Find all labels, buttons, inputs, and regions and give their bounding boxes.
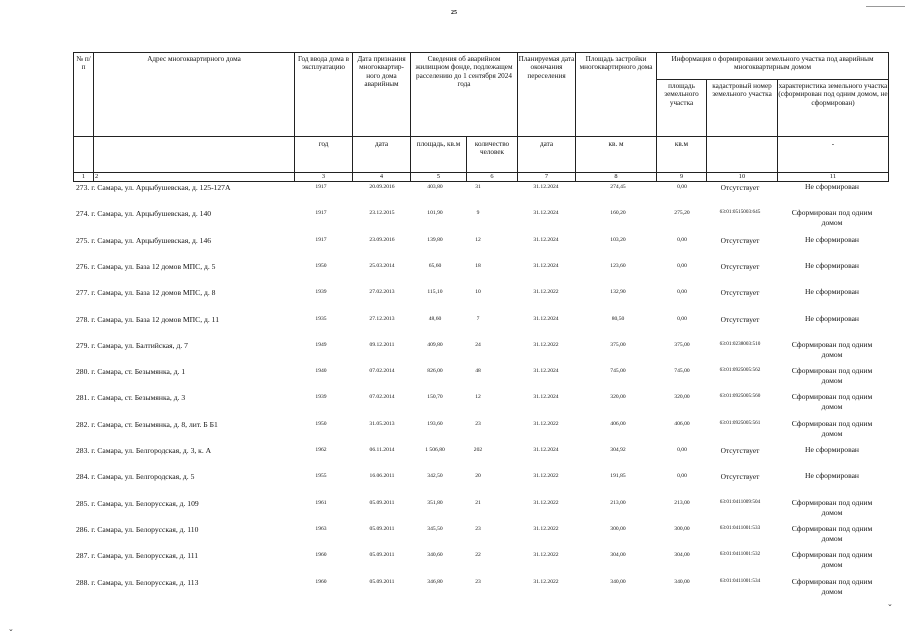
- row-people: 48: [475, 368, 481, 375]
- unit-end-date: дата: [539, 140, 554, 148]
- row-land-area: 0,00: [677, 289, 687, 296]
- row-emergency-date: 16.06.2011: [369, 473, 395, 480]
- row-area: 115,10: [427, 289, 443, 296]
- row-build-area: 304,00: [610, 552, 626, 559]
- row-build-area: 123,60: [610, 262, 626, 269]
- row-number: 281.: [76, 393, 90, 403]
- colnum-6: 6: [490, 173, 494, 180]
- row-build-area: 406,00: [610, 420, 626, 427]
- row-number: 280.: [76, 367, 90, 377]
- row-address: г. Самара, ул. База 12 домов МПС, д. 11: [91, 314, 219, 324]
- header-num: № п/п: [76, 55, 91, 72]
- row-end-date: 31.12.2024: [533, 236, 559, 243]
- row-people: 10: [475, 289, 481, 296]
- row-number: 285.: [76, 498, 90, 508]
- row-area: 342,50: [427, 473, 443, 480]
- row-land-char: Сформирован под одним домом: [791, 392, 873, 412]
- row-emergency-date: 20.09.2016: [369, 184, 395, 190]
- row-area: 150,70: [427, 394, 443, 401]
- row-address: г. Самара, ул. Балтийская, д. 7: [91, 340, 188, 350]
- row-land-area: 0,00: [677, 315, 687, 322]
- row-build-area: 191,85: [610, 473, 626, 480]
- row-year: 1961: [315, 499, 327, 506]
- row-number: 282.: [76, 419, 90, 429]
- row-cadastral: 63:01:0238003:510: [719, 340, 761, 347]
- row-address: г. Самара, ул. Арцыбушевская, д. 140: [91, 209, 212, 219]
- unit-cadastral: -: [831, 140, 835, 148]
- row-land-area: 375,00: [674, 341, 690, 348]
- row-emergency-date: 27.12.2013: [369, 315, 395, 322]
- row-build-area: 132,90: [610, 289, 626, 296]
- row-emergency-date: 23.09.2016: [369, 236, 395, 243]
- row-emergency-date: 05.09.2011: [369, 578, 395, 585]
- row-land-area: 0,00: [677, 262, 687, 269]
- row-people: 22: [475, 552, 481, 559]
- row-area: 345,50: [427, 525, 443, 532]
- header-housing-info: Сведения об аварийном жилищном фонде, подлежащем расселению до 1 сентября 2024 года: [415, 55, 513, 89]
- row-end-date: 31.12.2022: [533, 289, 559, 296]
- row-emergency-date: 07.02.2014: [369, 368, 395, 375]
- row-build-area: 80,50: [611, 315, 625, 322]
- row-cadastral: Отсутствует: [720, 446, 760, 455]
- row-land-char: Сформирован под одним домом: [791, 576, 873, 596]
- row-land-area: 0,00: [677, 184, 687, 190]
- row-address: г. Самара, ул. Белгородская, д. 5: [91, 472, 195, 482]
- row-people: 9: [476, 210, 480, 217]
- row-end-date: 31.12.2024: [533, 210, 559, 217]
- row-people: 24: [475, 341, 481, 348]
- row-land-char: Сформирован под одним домом: [791, 366, 873, 386]
- row-year: 1960: [315, 578, 327, 585]
- row-land-char: Сформирован под одним домом: [791, 523, 873, 543]
- row-year: 1935: [315, 315, 327, 322]
- header-cadastral: кадастровый номер земельного участка: [712, 82, 772, 99]
- row-area: 101,90: [427, 210, 443, 217]
- row-people: 23: [475, 420, 481, 427]
- row-build-area: 320,00: [610, 394, 626, 401]
- row-address: г. Самара, ул. Арцыбушевская, д. 125-127А: [91, 183, 231, 192]
- table-header: [73, 52, 888, 182]
- colnum-8: 8: [614, 173, 618, 180]
- row-land-area: 275,20: [674, 210, 690, 217]
- row-end-date: 31.12.2022: [533, 578, 559, 585]
- row-land-area: 0,00: [677, 447, 687, 453]
- row-year: 1955: [315, 473, 327, 480]
- row-people: 12: [475, 236, 481, 243]
- scan-mark-left: ⌄: [8, 625, 14, 633]
- row-year: 1917: [315, 210, 327, 217]
- scan-mark-right: ⌄: [887, 600, 893, 608]
- row-number: 284.: [76, 472, 90, 482]
- row-people: 31: [475, 184, 481, 190]
- row-year: 1917: [315, 184, 327, 190]
- row-land-char: Сформирован под одним домом: [791, 208, 873, 228]
- row-area: 403,80: [427, 184, 443, 190]
- row-number: 283.: [76, 446, 90, 455]
- row-build-area: 375,00: [610, 341, 626, 348]
- row-address: г. Самара, ул. Белорусская, д. 111: [91, 551, 199, 561]
- row-cadastral: Отсутствует: [720, 288, 760, 298]
- row-address: г. Самара, ст. Безымянка, д. 8, лит. Б Б1: [91, 419, 218, 429]
- row-people: 23: [475, 525, 481, 532]
- row-area: 340,60: [427, 552, 443, 559]
- colnum-10: 10: [738, 173, 746, 180]
- row-address: г. Самара, ул. База 12 домов МПС, д. 8: [91, 288, 216, 298]
- row-emergency-date: 25.03.2014: [369, 262, 395, 269]
- row-cadastral: 63:01:0925005:562: [719, 367, 761, 374]
- row-year: 1917: [315, 236, 327, 243]
- row-land-area: 0,00: [677, 236, 687, 243]
- row-land-char: Сформирован под одним домом: [791, 339, 873, 359]
- row-emergency-date: 06.11.2014: [369, 447, 395, 453]
- row-address: г. Самара, ул. Арцыбушевская, д. 146: [91, 235, 212, 245]
- row-area: 193,60: [427, 420, 443, 427]
- row-land-area: 213,00: [674, 499, 690, 506]
- table-row: [0, 578, 905, 618]
- unit-area: площадь, кв.м: [416, 140, 461, 148]
- row-land-char: Сформирован под одним домом: [791, 550, 873, 570]
- row-emergency-date: 27.02.2013: [369, 289, 395, 296]
- row-cadastral: 63:01:0515003:645: [719, 209, 761, 216]
- row-end-date: 31.12.2022: [533, 552, 559, 559]
- row-end-date: 31.12.2024: [533, 315, 559, 322]
- row-people: 18: [475, 262, 481, 269]
- colnum-1: 1: [81, 173, 86, 180]
- row-cadastral: Отсутствует: [720, 261, 760, 271]
- row-cadastral: 63:01:0411001:534: [719, 577, 761, 584]
- row-address: г. Самара, ул. Белорусская, д. 110: [91, 524, 199, 534]
- row-emergency-date: 05.09.2011: [369, 499, 395, 506]
- row-land-char: Не сформирован: [805, 182, 859, 191]
- row-number: 273.: [76, 183, 90, 192]
- header-land-char: характеристика земельного участка (сформирован под одним домом, не сформирован): [778, 82, 888, 107]
- row-land-char: Не сформирован: [805, 471, 859, 481]
- row-land-area: 0,00: [677, 473, 687, 480]
- row-land-area: 320,00: [674, 394, 690, 401]
- row-area: 65,60: [428, 262, 442, 269]
- header-resettle-date: Планируемая дата окончания переселения: [518, 55, 575, 80]
- row-number: 275.: [76, 235, 90, 245]
- row-number: 278.: [76, 314, 90, 324]
- colnum-4: 4: [379, 173, 384, 180]
- row-cadastral: Отсутствует: [720, 472, 760, 482]
- unit-land: кв.м: [674, 140, 689, 148]
- row-address: г. Самара, ул. Белорусская, д. 113: [91, 577, 199, 587]
- colnum-2: 2: [95, 173, 99, 180]
- row-build-area: 304,92: [610, 447, 626, 453]
- row-address: г. Самара, ст. Безымянка, д. 1: [91, 367, 186, 377]
- row-end-date: 31.12.2022: [533, 499, 559, 506]
- row-area: 346,80: [427, 578, 443, 585]
- row-cadastral: Отсутствует: [720, 314, 760, 324]
- row-number: 277.: [76, 288, 90, 298]
- row-build-area: 213,00: [610, 499, 626, 506]
- row-land-area: 406,00: [674, 420, 690, 427]
- row-emergency-date: 07.02.2014: [369, 394, 395, 401]
- row-year: 1962: [315, 447, 327, 453]
- row-year: 1963: [315, 525, 327, 532]
- row-cadastral: 63:01:0411009:504: [719, 498, 761, 505]
- row-people: 23: [475, 578, 481, 585]
- colnum-3: 3: [321, 173, 326, 180]
- row-end-date: 31.12.2022: [533, 525, 559, 532]
- unit-people: количество человек: [474, 140, 510, 157]
- header-address: Адрес многоквартирного дома: [147, 55, 241, 63]
- row-year: 1950: [315, 262, 327, 269]
- header-build-area: Площадь застройки многоквартирного дома: [579, 55, 653, 72]
- row-land-char: Сформирован под одним домом: [791, 497, 873, 517]
- row-cadastral: 63:01:0411001:532: [719, 551, 761, 558]
- row-land-char: Не сформирован: [805, 287, 859, 297]
- row-end-date: 31.12.2022: [533, 473, 559, 480]
- row-area: 139,80: [427, 236, 443, 243]
- row-land-area: 340,00: [674, 578, 690, 585]
- row-year: 1940: [315, 368, 327, 375]
- row-build-area: 745,00: [610, 368, 626, 375]
- row-number: 274.: [76, 209, 90, 219]
- header-land-area: площадь земельного участка: [664, 82, 699, 107]
- row-cadastral: 63:01:0925005:560: [719, 393, 761, 400]
- row-land-char: Не сформирован: [805, 445, 859, 454]
- row-end-date: 31.12.2024: [533, 394, 559, 401]
- row-year: 1939: [315, 289, 327, 296]
- row-end-date: 31.12.2024: [533, 262, 559, 269]
- row-land-area: 300,00: [674, 525, 690, 532]
- header-year: Год ввода дома в эксплуатацию: [297, 55, 350, 72]
- row-end-date: 31.12.2022: [533, 420, 559, 427]
- row-end-date: 31.12.2024: [533, 184, 559, 190]
- row-end-date: 31.12.2024: [533, 447, 559, 453]
- row-land-area: 304,00: [674, 552, 690, 559]
- row-land-char: Не сформирован: [805, 260, 859, 270]
- colnum-11: 11: [829, 173, 837, 180]
- row-land-char: Сформирован под одним домом: [791, 418, 873, 438]
- row-build-area: 300,00: [610, 525, 626, 532]
- row-cadastral: 63:01:0925005:561: [719, 419, 761, 426]
- row-area: 351,80: [427, 499, 443, 506]
- row-land-char: Не сформирован: [805, 234, 859, 244]
- row-address: г. Самара, ул. Белорусская, д. 109: [91, 498, 199, 508]
- header-land-info: Информация о формировании земельного участка под аварийным многоквартирным домом: [671, 55, 874, 72]
- unit-year: год: [318, 140, 329, 148]
- row-people: 202: [473, 447, 483, 453]
- colnum-7: 7: [544, 173, 549, 180]
- colnum-5: 5: [436, 173, 441, 180]
- row-build-area: 160,20: [610, 210, 626, 217]
- unit-build: кв. м: [608, 140, 624, 148]
- row-area: 826,00: [427, 368, 443, 375]
- row-year: 1939: [315, 394, 327, 401]
- row-emergency-date: 09.12.2011: [369, 341, 395, 348]
- page-number: 25: [451, 10, 457, 16]
- row-end-date: 31.12.2022: [533, 341, 559, 348]
- row-build-area: 103,20: [610, 236, 626, 243]
- row-people: 12: [475, 394, 481, 401]
- row-emergency-date: 31.05.2013: [369, 420, 395, 427]
- row-emergency-date: 05.09.2011: [369, 552, 395, 559]
- unit-date: дата: [374, 140, 389, 148]
- row-people: 20: [475, 473, 481, 480]
- header-emergency-date: Дата признания многоквартир-ного дома аварийным: [357, 55, 406, 89]
- row-year: 1960: [315, 552, 327, 559]
- row-year: 1950: [315, 420, 327, 427]
- row-address: г. Самара, ул. База 12 домов МПС, д. 5: [91, 261, 216, 271]
- row-end-date: 31.12.2024: [533, 368, 559, 375]
- row-area: 1 506,80: [425, 447, 445, 453]
- row-build-area: 274,45: [610, 184, 626, 190]
- row-build-area: 340,00: [610, 578, 626, 585]
- row-land-area: 745,00: [674, 368, 690, 375]
- row-number: 288.: [76, 577, 90, 587]
- row-land-char: Не сформирован: [805, 313, 859, 323]
- row-emergency-date: 23.12.2015: [369, 210, 395, 217]
- row-cadastral: Отсутствует: [720, 235, 760, 245]
- row-number: 279.: [76, 340, 90, 350]
- row-people: 7: [476, 315, 480, 322]
- row-emergency-date: 05.09.2011: [369, 525, 395, 532]
- row-address: г. Самара, ст. Безымянка, д. 3: [91, 393, 186, 403]
- row-area: 48,60: [428, 315, 442, 322]
- corner-line: [866, 0, 905, 7]
- row-year: 1949: [315, 341, 327, 348]
- colnum-9: 9: [679, 173, 684, 180]
- row-number: 287.: [76, 551, 90, 561]
- row-cadastral: Отсутствует: [720, 183, 760, 192]
- row-cadastral: 63:01:0411001:533: [719, 524, 761, 531]
- row-number: 276.: [76, 261, 90, 271]
- row-people: 21: [475, 499, 481, 506]
- row-area: 409,80: [427, 341, 443, 348]
- row-number: 286.: [76, 524, 90, 534]
- row-address: г. Самара, ул. Белгородская, д. 3, к. А: [91, 446, 212, 455]
